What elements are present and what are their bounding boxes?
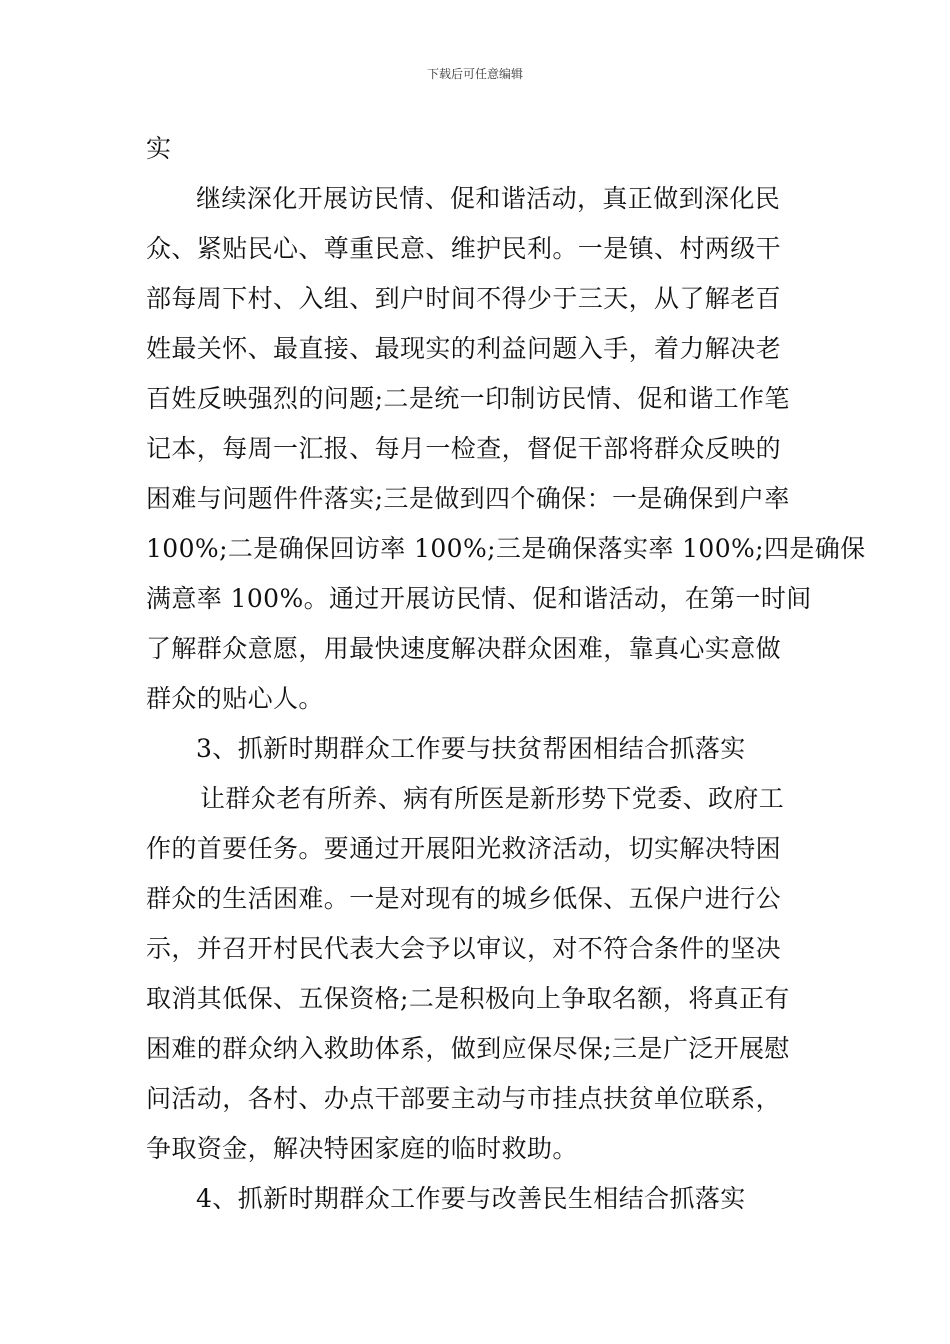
text-line: 群众的贴心人。 [146,684,324,713]
text-line: 了解群众意愿，用最快速度解决群众困难，靠真心实意做 [146,634,782,663]
text-line: 让群众老有所养、病有所医是新形势下党委、政府工 [200,784,785,813]
section-heading: 4、抓新时期群众工作要与改善民生相结合抓落实 [196,1184,746,1213]
text-line: 争取资金，解决特困家庭的临时救助。 [146,1134,578,1163]
text-line: 示，并召开村民代表大会予以审议，对不符合条件的坚决 [146,934,782,963]
text-line: 部每周下村、入组、到户时间不得少于三天，从了解老百 [146,284,782,313]
text-line: 群众的生活困难。一是对现有的城乡低保、五保户进行公 [146,884,782,913]
text-line: 姓最关怀、最直接、最现实的利益问题入手，着力解决老 [146,334,782,363]
page-header: 下载后可任意编辑 [426,67,523,81]
text-line: 100%;二是确保回访率 100%;三是确保落实率 100%;四是确保 [146,534,866,563]
text-line: 困难的群众纳入救助体系，做到应保尽保;三是广泛开展慰 [146,1034,790,1063]
text-line: 实 [146,134,172,163]
text-line: 满意率 100%。通过开展访民情、促和谐活动，在第一时间 [146,584,812,613]
text-line: 取消其低保、五保资格;二是积极向上争取名额，将真正有 [146,984,790,1013]
text-line: 众、紧贴民心、尊重民意、维护民利。一是镇、村两级干 [146,234,782,263]
text-line: 问活动，各村、办点干部要主动与市挂点扶贫单位联系， [146,1084,782,1113]
text-line: 继续深化开展访民情、促和谐活动，真正做到深化民 [196,184,781,213]
section-heading: 3、抓新时期群众工作要与扶贫帮困相结合抓落实 [196,734,746,763]
text-line: 记本，每周一汇报、每月一检查，督促干部将群众反映的 [146,434,782,463]
text-line: 百姓反映强烈的问题;二是统一印制访民情、促和谐工作笔 [146,384,790,413]
text-line: 作的首要任务。要通过开展阳光救济活动，切实解决特困 [146,834,782,863]
text-line: 困难与问题件件落实;三是做到四个确保：一是确保到户率 [146,484,790,513]
